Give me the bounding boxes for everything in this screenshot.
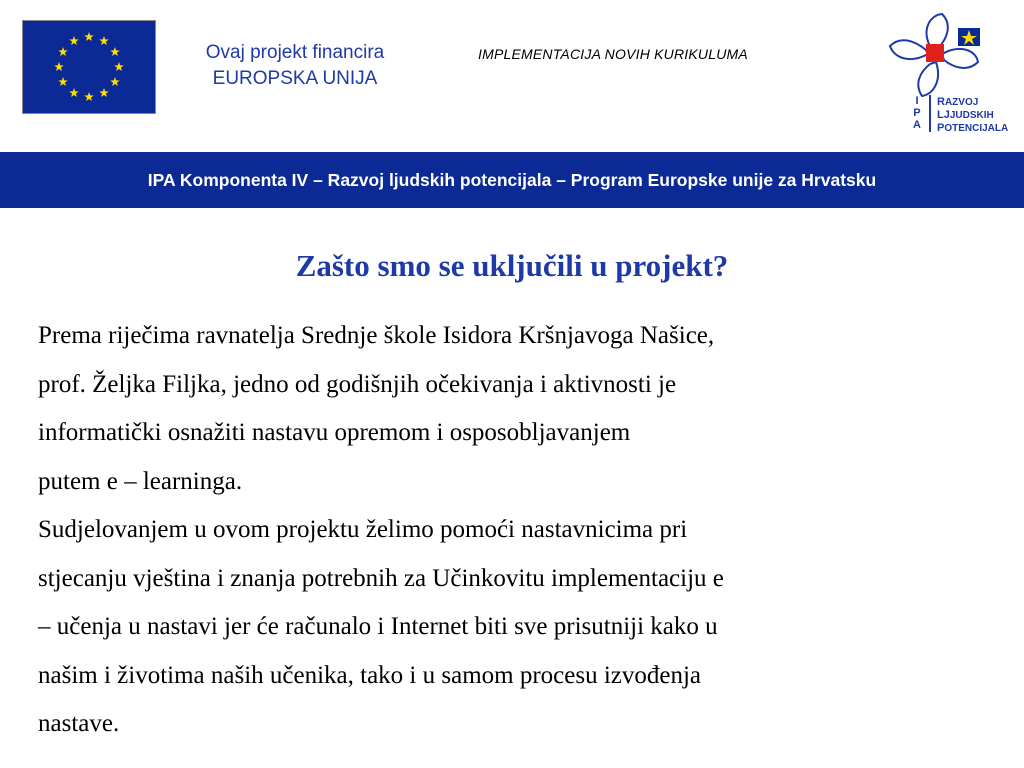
eu-flag-icon	[22, 20, 156, 114]
slide-title: Zašto smo se uključili u projekt?	[295, 248, 729, 283]
eu-star-icon	[110, 77, 120, 86]
program-banner	[0, 152, 1024, 208]
eu-star-icon	[69, 36, 79, 45]
body-line: informatički osnažiti nastavu opremom i osposobljavanjem	[38, 419, 631, 446]
eu-star-icon	[84, 92, 94, 101]
ipa-divider	[929, 95, 931, 132]
funding-line-1: Ovaj projekt financira	[205, 42, 385, 63]
project-title: IMPLEMENTACIJA NOVIH KURIKULUMA	[478, 46, 748, 62]
banner-text: IPA Komponenta IV – Razvoj ljudskih potencijala – Program Europske unije za Hrvatsku	[147, 169, 877, 190]
eu-star-icon	[99, 36, 109, 45]
body-line: nastave.	[38, 710, 120, 737]
ipa-logo-text	[937, 96, 1008, 135]
slide-body	[38, 312, 988, 749]
ipa-letter-i: I	[915, 95, 919, 107]
eu-star-icon	[54, 62, 64, 71]
ipa-letter-p: P	[913, 107, 921, 119]
eu-star-icon	[69, 88, 79, 97]
eu-star-icon	[114, 62, 124, 71]
funding-line-2: EUROPSKA UNIJA	[212, 68, 378, 89]
body-line: Prema riječima ravnatelja Srednje škole Isidora Kršnjavoga Našice,	[38, 322, 715, 349]
eu-star-icon	[58, 47, 68, 56]
ipa-letters	[913, 95, 921, 131]
ipa-line-3: POTENCIJALA	[937, 122, 1009, 134]
ipa-letter-a: A	[913, 119, 921, 131]
body-line: prof. Željka Filjka, jedno od godišnjih očekivanja i aktivnosti je	[38, 370, 677, 398]
ipa-line-1: RAZVOJ	[937, 96, 979, 108]
funding-notice	[170, 40, 420, 92]
eu-star-icon	[58, 77, 68, 86]
body-line: našim i životima naših učenika, tako i u samom procesu izvođenja	[38, 661, 702, 689]
body-line: putem e – learninga.	[38, 467, 243, 495]
eu-star-icon	[110, 47, 120, 56]
ipa-line-2: LJJUDSKIH	[937, 109, 994, 121]
body-line: Sudjelovanjem u ovom projektu želimo pomoći nastavnicima pri	[38, 516, 688, 543]
eu-star-icon	[99, 88, 109, 97]
body-line: – učenja u nastavi jer će računalo i Internet biti sve prisutniji kako u	[38, 613, 718, 640]
eu-star-icon	[84, 32, 94, 41]
body-line: stjecanju vještina i znanja potrebnih za Učinkovitu implementaciju e	[38, 564, 724, 592]
